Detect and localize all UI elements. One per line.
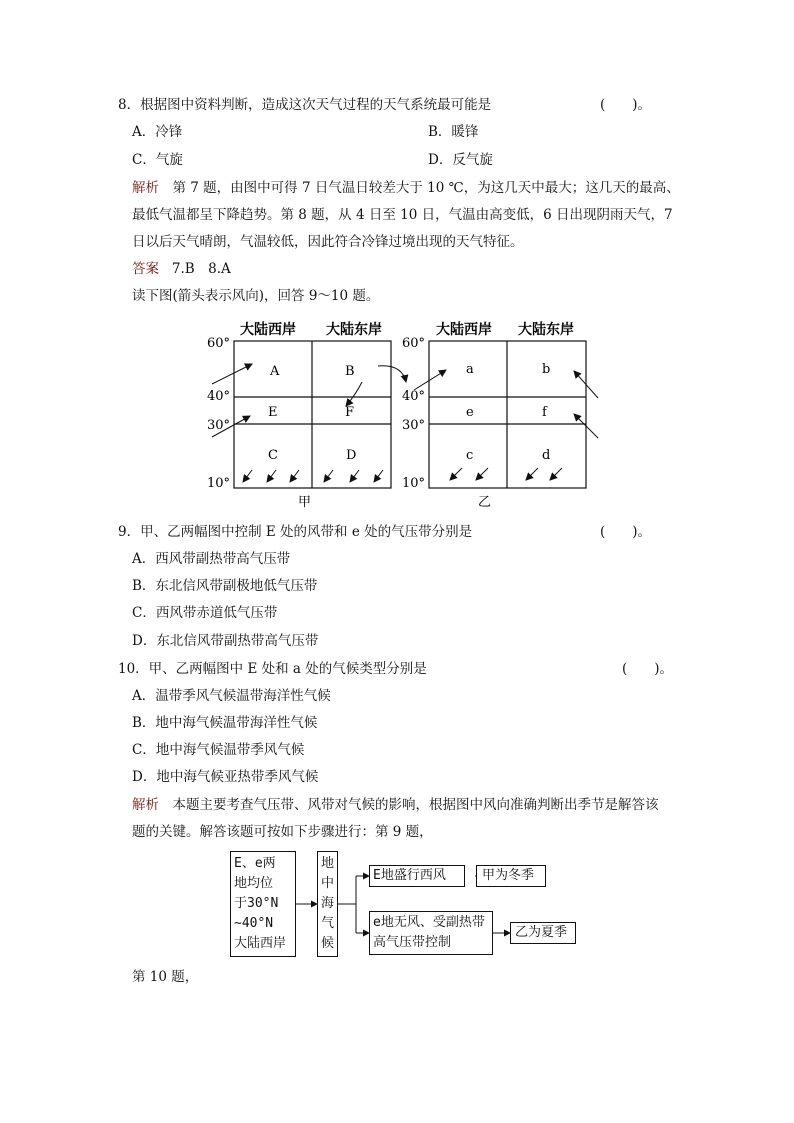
grid-right-header-east: 大陆东岸: [518, 322, 574, 338]
q9-option-d: D．东北信风带副热带高气压带: [132, 633, 319, 649]
grid-right-lat-30: 30°: [402, 418, 426, 433]
grid-right-cell-f: f: [542, 405, 547, 420]
answer1-line: [132, 260, 231, 278]
q10-option-a: A．温带季风气候温带海洋性气候: [132, 688, 331, 704]
grid-right-caption: 乙: [478, 495, 492, 510]
flow-box-location-line-5: 大陆西岸: [234, 936, 287, 951]
flow-box-climate: [317, 851, 338, 957]
flow-box-location: [230, 851, 296, 957]
flow-box-climate-char-4: 气: [320, 916, 334, 931]
flow-box-climate-char-5: 候: [320, 936, 334, 951]
grid-right-header-west: 大陆西岸: [436, 322, 492, 338]
flow-box-climate-char-1: 地: [320, 856, 334, 871]
q10-option-b: B．地中海气候温带海洋性气候: [132, 715, 318, 731]
wind-arrow-right-trade-3: [526, 468, 538, 480]
wind-arrow-right-westerly: [414, 370, 446, 390]
wind-arrow-left-trade-6: [374, 470, 383, 482]
wind-arrow-left-trade-1: [243, 470, 252, 482]
grid-left-cell-A: A: [270, 364, 280, 379]
flow-box-location-line-2: 地均位: [234, 876, 274, 891]
flow-box-location-line-1: E、e两: [234, 856, 276, 871]
q8-option-b: B．暖锋: [428, 124, 479, 140]
q8-option-d: D．反气旋: [428, 152, 493, 168]
flow-box-climate-char-2: 中: [320, 876, 334, 891]
q9-answer-bracket: ( )。: [600, 524, 652, 540]
q10-solution-label: 第 10 题，: [132, 969, 199, 985]
q10-answer-bracket: ( )。: [622, 661, 674, 677]
answer1-text: 7.B 8.A: [171, 261, 231, 277]
grid-left-header-west: 大陆西岸: [240, 322, 296, 338]
flow-box-climate-char-3: 海: [320, 896, 334, 911]
wind-arrow-right-trade-2: [476, 468, 488, 480]
grid-left-lat-40: 40°: [207, 389, 231, 404]
grid-right-cell-e: e: [466, 405, 474, 420]
grid-right-lat-60: 60°: [402, 336, 426, 351]
wind-arrow-left-westerly-upper: [212, 364, 252, 384]
grid-right-cell-c: c: [466, 448, 474, 463]
grid-left-frame: [234, 341, 391, 488]
q8-option-a: A．冷锋: [132, 124, 183, 140]
grid-right-cell-b: b: [542, 362, 551, 377]
wind-arrow-right-northeast-1: [574, 371, 598, 398]
grid-right-cell-d: d: [542, 448, 551, 463]
flow-box-location-line-3: 于30°N: [234, 896, 279, 911]
grid-right-lat-10: 10°: [402, 476, 426, 491]
grid-left-lat-10: 10°: [207, 476, 231, 491]
flow-box-subtropical-high: [369, 911, 493, 955]
wind-arrow-connector: [378, 366, 406, 382]
grid-left-cell-D: D: [346, 448, 357, 463]
analysis2-line-1: 解析 本题主要考查气压带、风带对气候的影响，根据图中风向准确判断出季节是解答该: [132, 797, 659, 813]
flow-box-subtropical-high-line-1: e地无风、受副热带: [373, 915, 485, 930]
flow-box-winter: 甲为冬季: [476, 865, 546, 887]
grid-left-lat-60: 60°: [207, 336, 231, 351]
answer1-label: 答案: [132, 261, 159, 277]
grid-left-cell-B: B: [345, 364, 355, 379]
q9-option-b: B．东北信风带副极地低气压带: [132, 578, 318, 594]
wind-arrow-left-trade-5: [350, 470, 359, 482]
grid-left-cell-E: E: [268, 405, 278, 420]
grid-right-lat-40: 40°: [402, 389, 426, 404]
analysis1-line-3: 日以后天气晴朗，气温较低，因此符合冷锋过境出现的天气特征。: [132, 234, 524, 250]
q8-option-c: C．气旋: [132, 152, 183, 168]
flow-box-subtropical-high-line-2: 高气压带控制: [373, 935, 452, 950]
wind-arrow-left-trade-4: [324, 470, 333, 482]
analysis2-line-2: 题的关键。解答该题可按如下步骤进行：第 9 题，: [132, 824, 433, 840]
grid-left-caption: 甲: [298, 495, 312, 510]
grid-left-lat-30: 30°: [207, 418, 231, 433]
analysis1-line-1: 解析 第 7 题，由图中可得 7 日气温日较差大于 10 ℃，为这几天中最大；这几天的最高、: [132, 180, 680, 196]
analysis1-line-2: 最低气温都呈下降趋势。第 8 题，从 4 日至 10 日，气温由高变低，6 日出现阴雨天气，7: [132, 207, 673, 223]
wind-arrow-right-trade-4: [550, 468, 562, 480]
analysis1-label: 解析: [132, 180, 159, 196]
grid-right-frame: [429, 341, 586, 488]
wind-arrow-left-b-to-f: [346, 382, 362, 406]
read-map-instruction: 读下图(箭头表示风向)，回答 9～10 题。: [132, 288, 380, 304]
flow-box-summer: 乙为夏季: [510, 922, 576, 944]
wind-arrow-left-trade-2: [267, 470, 276, 482]
grid-left-cell-F: F: [345, 405, 355, 420]
wind-arrow-right-northeast-2: [574, 414, 598, 438]
q9-option-a: A．西风带副热带高气压带: [132, 551, 291, 567]
flow-box-location-line-4: ~40°N: [234, 916, 274, 931]
q9-stem: 9．甲、乙两幅图中控制 E 处的风带和 e 处的气压带分别是: [118, 524, 473, 540]
q10-option-d: D．地中海气候亚热带季风气候: [132, 769, 319, 785]
wind-arrow-right-trade-1: [450, 468, 462, 480]
q8-stem: 8．根据图中资料判断，造成这次天气过程的天气系统最可能是: [118, 97, 492, 113]
q10-option-c: C．地中海气候温带季风气候: [132, 742, 305, 758]
grid-left-header-east: 大陆东岸: [326, 322, 382, 338]
q10-stem: 10．甲、乙两幅图中 E 处和 a 处的气候类型分别是: [118, 661, 427, 677]
wind-arrow-left-westerly-lower: [212, 416, 250, 437]
flow-box-westerly: E地盛行西风: [369, 865, 465, 887]
analysis2-label: 解析: [132, 797, 159, 813]
wind-arrow-left-trade-3: [290, 470, 299, 482]
grid-left-cell-C: C: [268, 448, 278, 463]
q9-option-c: C．西风带赤道低气压带: [132, 605, 278, 621]
q8-answer-bracket: ( )。: [600, 97, 652, 113]
grid-right-cell-a: a: [466, 362, 474, 377]
